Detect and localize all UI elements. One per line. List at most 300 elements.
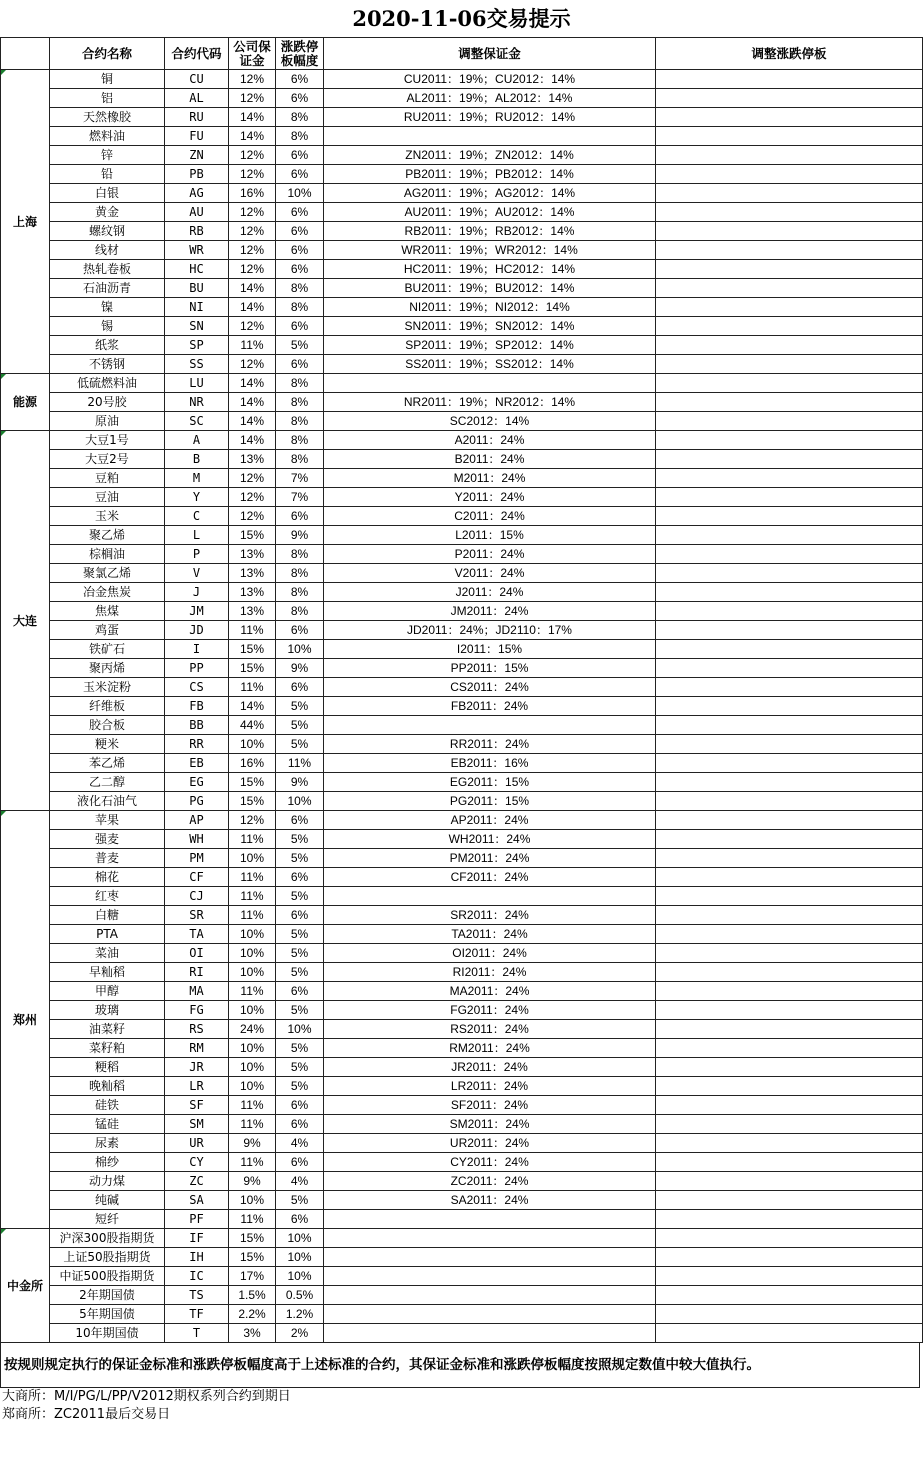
company-margin-cell: 10% bbox=[229, 849, 276, 868]
adjusted-margin-cell bbox=[324, 1267, 656, 1286]
adjusted-limit-cell bbox=[656, 716, 923, 735]
adjusted-limit-cell bbox=[656, 1305, 923, 1324]
contract-name-cell: 纯碱 bbox=[50, 1191, 165, 1210]
table-row bbox=[1, 868, 923, 887]
limit-range-cell: 10% bbox=[276, 1267, 324, 1286]
adjusted-margin-cell: SN2011：19%；SN2012：14% bbox=[324, 317, 656, 336]
adjusted-margin-cell bbox=[324, 1210, 656, 1229]
contract-name-cell: 白糖 bbox=[50, 906, 165, 925]
contract-name-cell: 早籼稻 bbox=[50, 963, 165, 982]
table-row bbox=[1, 1001, 923, 1020]
adjusted-margin-cell: RM2011：24% bbox=[324, 1039, 656, 1058]
adjusted-margin-cell: RB2011：19%；RB2012：14% bbox=[324, 222, 656, 241]
table-row bbox=[1, 1058, 923, 1077]
limit-range-cell: 10% bbox=[276, 184, 324, 203]
table-row bbox=[1, 1020, 923, 1039]
contract-name-cell: 乙二醇 bbox=[50, 773, 165, 792]
adjusted-margin-cell: PG2011：15% bbox=[324, 792, 656, 811]
adjusted-margin-cell: SM2011：24% bbox=[324, 1115, 656, 1134]
adjusted-limit-cell bbox=[656, 1077, 923, 1096]
table-row bbox=[1, 165, 923, 184]
contract-code-cell: SR bbox=[165, 906, 229, 925]
adjusted-limit-cell bbox=[656, 1172, 923, 1191]
limit-range-cell: 6% bbox=[276, 355, 324, 374]
company-margin-cell: 13% bbox=[229, 564, 276, 583]
contract-code-cell: CJ bbox=[165, 887, 229, 906]
table-row bbox=[1, 545, 923, 564]
table-row bbox=[1, 887, 923, 906]
limit-range-cell: 8% bbox=[276, 545, 324, 564]
table-row bbox=[1, 241, 923, 260]
contract-code-cell: FG bbox=[165, 1001, 229, 1020]
contract-name-cell: 冶金焦炭 bbox=[50, 583, 165, 602]
limit-range-cell: 5% bbox=[276, 716, 324, 735]
limit-range-cell: 6% bbox=[276, 621, 324, 640]
company-margin-cell: 13% bbox=[229, 450, 276, 469]
company-margin-cell: 10% bbox=[229, 735, 276, 754]
limit-range-cell: 5% bbox=[276, 925, 324, 944]
contract-name-cell: 燃料油 bbox=[50, 127, 165, 146]
contract-code-cell: P bbox=[165, 545, 229, 564]
table-row bbox=[1, 1039, 923, 1058]
contract-name-cell: 锌 bbox=[50, 146, 165, 165]
contract-code-cell: TF bbox=[165, 1305, 229, 1324]
contract-code-cell: RM bbox=[165, 1039, 229, 1058]
company-margin-cell: 12% bbox=[229, 507, 276, 526]
limit-range-cell: 10% bbox=[276, 1248, 324, 1267]
contract-name-cell: 中证500股指期货 bbox=[50, 1267, 165, 1286]
limit-range-cell: 11% bbox=[276, 754, 324, 773]
company-margin-cell: 16% bbox=[229, 754, 276, 773]
limit-range-cell: 6% bbox=[276, 678, 324, 697]
limit-range-cell: 8% bbox=[276, 108, 324, 127]
table-row bbox=[1, 108, 923, 127]
adjusted-limit-cell bbox=[656, 241, 923, 260]
adjusted-margin-cell: NI2011：19%；NI2012：14% bbox=[324, 298, 656, 317]
contract-name-cell: 纸浆 bbox=[50, 336, 165, 355]
table-row bbox=[1, 1172, 923, 1191]
table-row bbox=[1, 355, 923, 374]
company-margin-cell: 12% bbox=[229, 222, 276, 241]
contract-name-cell: 锰硅 bbox=[50, 1115, 165, 1134]
table-row bbox=[1, 222, 923, 241]
contract-name-cell: 甲醇 bbox=[50, 982, 165, 1001]
adjusted-margin-cell bbox=[324, 1248, 656, 1267]
table-row bbox=[1, 678, 923, 697]
limit-range-cell: 6% bbox=[276, 146, 324, 165]
contract-name-cell: PTA bbox=[50, 925, 165, 944]
adjusted-limit-cell bbox=[656, 431, 923, 450]
adjusted-margin-cell: PP2011：15% bbox=[324, 659, 656, 678]
limit-range-cell: 5% bbox=[276, 830, 324, 849]
company-margin-cell: 14% bbox=[229, 127, 276, 146]
limit-range-cell: 8% bbox=[276, 412, 324, 431]
limit-range-cell: 8% bbox=[276, 431, 324, 450]
company-margin-cell: 15% bbox=[229, 792, 276, 811]
company-margin-cell: 10% bbox=[229, 1039, 276, 1058]
table-row bbox=[1, 374, 923, 393]
adjusted-limit-cell bbox=[656, 583, 923, 602]
table-header-row bbox=[1, 38, 923, 70]
adjusted-margin-cell: AG2011：19%；AG2012：14% bbox=[324, 184, 656, 203]
contract-code-cell: PM bbox=[165, 849, 229, 868]
adjusted-limit-cell bbox=[656, 792, 923, 811]
limit-range-cell: 6% bbox=[276, 906, 324, 925]
adjusted-limit-cell bbox=[656, 393, 923, 412]
contract-code-cell: OI bbox=[165, 944, 229, 963]
company-margin-cell: 11% bbox=[229, 887, 276, 906]
table-row bbox=[1, 526, 923, 545]
company-margin-cell: 16% bbox=[229, 184, 276, 203]
adjusted-limit-cell bbox=[656, 640, 923, 659]
contract-name-cell: 棉纱 bbox=[50, 1153, 165, 1172]
limit-range-cell: 6% bbox=[276, 89, 324, 108]
table-row bbox=[1, 1210, 923, 1229]
company-margin-cell: 11% bbox=[229, 678, 276, 697]
contract-name-cell: 铁矿石 bbox=[50, 640, 165, 659]
limit-range-cell: 5% bbox=[276, 1191, 324, 1210]
company-margin-cell: 10% bbox=[229, 1058, 276, 1077]
limit-range-cell: 9% bbox=[276, 526, 324, 545]
limit-range-cell: 6% bbox=[276, 317, 324, 336]
contract-name-cell: 铝 bbox=[50, 89, 165, 108]
contract-code-cell: NR bbox=[165, 393, 229, 412]
table-row bbox=[1, 849, 923, 868]
contract-name-cell: 沪深300股指期货 bbox=[50, 1229, 165, 1248]
contract-code-cell: SC bbox=[165, 412, 229, 431]
adjusted-limit-cell bbox=[656, 906, 923, 925]
contract-name-cell: 2年期国债 bbox=[50, 1286, 165, 1305]
adjusted-limit-cell bbox=[656, 279, 923, 298]
contract-code-cell: AP bbox=[165, 811, 229, 830]
table-row bbox=[1, 963, 923, 982]
contract-code-cell: EG bbox=[165, 773, 229, 792]
adjusted-margin-cell bbox=[324, 374, 656, 393]
contract-name-cell: 聚乙烯 bbox=[50, 526, 165, 545]
limit-range-cell: 6% bbox=[276, 203, 324, 222]
limit-range-cell: 6% bbox=[276, 165, 324, 184]
contract-code-cell: CF bbox=[165, 868, 229, 887]
limit-range-cell: 6% bbox=[276, 507, 324, 526]
contract-name-cell: 棕榈油 bbox=[50, 545, 165, 564]
company-margin-cell: 11% bbox=[229, 621, 276, 640]
contract-code-cell: B bbox=[165, 450, 229, 469]
adjusted-limit-cell bbox=[656, 260, 923, 279]
adjusted-margin-cell: JM2011：24% bbox=[324, 602, 656, 621]
table-row bbox=[1, 184, 923, 203]
adjusted-limit-cell bbox=[656, 89, 923, 108]
adjusted-limit-cell bbox=[656, 545, 923, 564]
adjusted-limit-cell bbox=[656, 621, 923, 640]
adjusted-margin-cell: SA2011：24% bbox=[324, 1191, 656, 1210]
table-row bbox=[1, 431, 923, 450]
region-cell: 郑州 bbox=[1, 811, 50, 1229]
adjusted-limit-cell bbox=[656, 298, 923, 317]
table-row bbox=[1, 906, 923, 925]
company-margin-cell: 12% bbox=[229, 317, 276, 336]
limit-range-cell: 5% bbox=[276, 849, 324, 868]
contract-code-cell: RU bbox=[165, 108, 229, 127]
adjusted-limit-cell bbox=[656, 1115, 923, 1134]
adjusted-limit-cell bbox=[656, 830, 923, 849]
contract-code-cell: PB bbox=[165, 165, 229, 184]
adjusted-margin-cell bbox=[324, 1324, 656, 1343]
adjusted-limit-cell bbox=[656, 1058, 923, 1077]
adjusted-limit-cell bbox=[656, 336, 923, 355]
contract-name-cell: 低硫燃料油 bbox=[50, 374, 165, 393]
contract-code-cell: MA bbox=[165, 982, 229, 1001]
adjusted-margin-cell: EG2011：15% bbox=[324, 773, 656, 792]
region-cell: 大连 bbox=[1, 431, 50, 811]
company-margin-cell: 11% bbox=[229, 1115, 276, 1134]
adjusted-limit-cell bbox=[656, 355, 923, 374]
limit-range-cell: 4% bbox=[276, 1134, 324, 1153]
adjusted-margin-cell: AP2011：24% bbox=[324, 811, 656, 830]
company-margin-cell: 9% bbox=[229, 1134, 276, 1153]
page-title: 2020-11-06交易提示 bbox=[352, 6, 571, 31]
contract-name-cell: 20号胶 bbox=[50, 393, 165, 412]
contract-name-cell: 尿素 bbox=[50, 1134, 165, 1153]
adjusted-margin-cell: RI2011：24% bbox=[324, 963, 656, 982]
table-row bbox=[1, 944, 923, 963]
contract-code-cell: JM bbox=[165, 602, 229, 621]
contract-name-cell: 石油沥青 bbox=[50, 279, 165, 298]
adjusted-margin-cell: SS2011：19%；SS2012：14% bbox=[324, 355, 656, 374]
company-margin-cell: 10% bbox=[229, 944, 276, 963]
adjusted-limit-cell bbox=[656, 811, 923, 830]
contract-name-cell: 玉米 bbox=[50, 507, 165, 526]
trading-table bbox=[0, 37, 923, 1343]
adjusted-limit-cell bbox=[656, 317, 923, 336]
limit-range-cell: 5% bbox=[276, 1039, 324, 1058]
header-contract-code: 合约代码 bbox=[165, 38, 229, 70]
table-row bbox=[1, 735, 923, 754]
table-row bbox=[1, 925, 923, 944]
company-margin-cell: 14% bbox=[229, 374, 276, 393]
table-row bbox=[1, 564, 923, 583]
adjusted-margin-cell: JR2011：24% bbox=[324, 1058, 656, 1077]
table-row bbox=[1, 127, 923, 146]
contract-name-cell: 镍 bbox=[50, 298, 165, 317]
contract-name-cell: 豆油 bbox=[50, 488, 165, 507]
adjusted-margin-cell: EB2011：16% bbox=[324, 754, 656, 773]
contract-name-cell: 上证50股指期货 bbox=[50, 1248, 165, 1267]
limit-range-cell: 8% bbox=[276, 279, 324, 298]
contract-code-cell: JR bbox=[165, 1058, 229, 1077]
limit-range-cell: 5% bbox=[276, 944, 324, 963]
table-row bbox=[1, 450, 923, 469]
adjusted-margin-cell bbox=[324, 1229, 656, 1248]
limit-range-cell: 6% bbox=[276, 1115, 324, 1134]
contract-code-cell: ZN bbox=[165, 146, 229, 165]
company-margin-cell: 3% bbox=[229, 1324, 276, 1343]
contract-name-cell: 棉花 bbox=[50, 868, 165, 887]
company-margin-cell: 12% bbox=[229, 811, 276, 830]
adjusted-limit-cell bbox=[656, 754, 923, 773]
company-margin-cell: 14% bbox=[229, 298, 276, 317]
contract-code-cell: RB bbox=[165, 222, 229, 241]
table-row bbox=[1, 89, 923, 108]
limit-range-cell: 8% bbox=[276, 602, 324, 621]
adjusted-limit-cell bbox=[656, 450, 923, 469]
adjusted-limit-cell bbox=[656, 602, 923, 621]
limit-range-cell: 2% bbox=[276, 1324, 324, 1343]
contract-code-cell: J bbox=[165, 583, 229, 602]
adjusted-margin-cell: ZN2011：19%；ZN2012：14% bbox=[324, 146, 656, 165]
limit-range-cell: 7% bbox=[276, 488, 324, 507]
header-adjusted-margin: 调整保证金 bbox=[324, 38, 656, 70]
limit-range-cell: 8% bbox=[276, 583, 324, 602]
table-row bbox=[1, 1077, 923, 1096]
adjusted-limit-cell bbox=[656, 488, 923, 507]
adjusted-limit-cell bbox=[656, 70, 923, 89]
contract-name-cell: 天然橡胶 bbox=[50, 108, 165, 127]
adjusted-limit-cell bbox=[656, 735, 923, 754]
table-row bbox=[1, 260, 923, 279]
adjusted-margin-cell: M2011：24% bbox=[324, 469, 656, 488]
adjusted-margin-cell: SC2012：14% bbox=[324, 412, 656, 431]
table-row bbox=[1, 203, 923, 222]
contract-code-cell: FU bbox=[165, 127, 229, 146]
contract-name-cell: 原油 bbox=[50, 412, 165, 431]
company-margin-cell: 11% bbox=[229, 1096, 276, 1115]
contract-code-cell: SS bbox=[165, 355, 229, 374]
adjusted-limit-cell bbox=[656, 146, 923, 165]
contract-code-cell: PP bbox=[165, 659, 229, 678]
contract-name-cell: 大豆1号 bbox=[50, 431, 165, 450]
adjusted-margin-cell: PM2011：24% bbox=[324, 849, 656, 868]
table-row bbox=[1, 1305, 923, 1324]
company-margin-cell: 15% bbox=[229, 1229, 276, 1248]
contract-code-cell: ZC bbox=[165, 1172, 229, 1191]
limit-range-cell: 5% bbox=[276, 887, 324, 906]
adjusted-limit-cell bbox=[656, 469, 923, 488]
company-margin-cell: 11% bbox=[229, 830, 276, 849]
header-limit-range: 涨跌停板幅度 bbox=[276, 38, 324, 70]
adjusted-limit-cell bbox=[656, 1229, 923, 1248]
adjusted-margin-cell bbox=[324, 1286, 656, 1305]
adjusted-margin-cell: J2011：24% bbox=[324, 583, 656, 602]
table-row bbox=[1, 279, 923, 298]
contract-code-cell: FB bbox=[165, 697, 229, 716]
table-row bbox=[1, 469, 923, 488]
company-margin-cell: 11% bbox=[229, 868, 276, 887]
table-row bbox=[1, 412, 923, 431]
adjusted-limit-cell bbox=[656, 849, 923, 868]
limit-range-cell: 9% bbox=[276, 659, 324, 678]
limit-range-cell: 8% bbox=[276, 450, 324, 469]
company-margin-cell: 14% bbox=[229, 431, 276, 450]
table-row bbox=[1, 317, 923, 336]
contract-code-cell: SF bbox=[165, 1096, 229, 1115]
company-margin-cell: 10% bbox=[229, 1077, 276, 1096]
adjusted-limit-cell bbox=[656, 184, 923, 203]
contract-code-cell: CS bbox=[165, 678, 229, 697]
company-margin-cell: 15% bbox=[229, 1248, 276, 1267]
table-row bbox=[1, 488, 923, 507]
company-margin-cell: 10% bbox=[229, 1191, 276, 1210]
table-row bbox=[1, 507, 923, 526]
adjusted-margin-cell: SF2011：24% bbox=[324, 1096, 656, 1115]
limit-range-cell: 6% bbox=[276, 1153, 324, 1172]
contract-code-cell: A bbox=[165, 431, 229, 450]
contract-code-cell: IH bbox=[165, 1248, 229, 1267]
company-margin-cell: 12% bbox=[229, 146, 276, 165]
contract-name-cell: 胶合板 bbox=[50, 716, 165, 735]
adjusted-margin-cell: A2011：24% bbox=[324, 431, 656, 450]
company-margin-cell: 1.5% bbox=[229, 1286, 276, 1305]
header-contract-name: 合约名称 bbox=[50, 38, 165, 70]
adjusted-margin-cell: NR2011：19%；NR2012：14% bbox=[324, 393, 656, 412]
company-margin-cell: 11% bbox=[229, 336, 276, 355]
company-margin-cell: 15% bbox=[229, 773, 276, 792]
contract-code-cell: WH bbox=[165, 830, 229, 849]
adjusted-margin-cell: SP2011：19%；SP2012：14% bbox=[324, 336, 656, 355]
adjusted-margin-cell bbox=[324, 716, 656, 735]
region-cell: 能源 bbox=[1, 374, 50, 431]
contract-name-cell: 动力煤 bbox=[50, 1172, 165, 1191]
footer-line-czce: 郑商所：ZC2011最后交易日 bbox=[2, 1407, 171, 1422]
contract-name-cell: 粳米 bbox=[50, 735, 165, 754]
company-margin-cell: 11% bbox=[229, 982, 276, 1001]
company-margin-cell: 14% bbox=[229, 279, 276, 298]
adjusted-margin-cell: WR2011：19%；WR2012：14% bbox=[324, 241, 656, 260]
company-margin-cell: 11% bbox=[229, 906, 276, 925]
contract-code-cell: C bbox=[165, 507, 229, 526]
contract-code-cell: PF bbox=[165, 1210, 229, 1229]
limit-range-cell: 6% bbox=[276, 1096, 324, 1115]
company-margin-cell: 13% bbox=[229, 583, 276, 602]
adjusted-limit-cell bbox=[656, 868, 923, 887]
adjusted-margin-cell: FG2011：24% bbox=[324, 1001, 656, 1020]
contract-code-cell: SN bbox=[165, 317, 229, 336]
limit-range-cell: 7% bbox=[276, 469, 324, 488]
adjusted-margin-cell: RR2011：24% bbox=[324, 735, 656, 754]
table-row bbox=[1, 298, 923, 317]
adjusted-margin-cell: RU2011：19%；RU2012：14% bbox=[324, 108, 656, 127]
adjusted-margin-cell: L2011：15% bbox=[324, 526, 656, 545]
limit-range-cell: 5% bbox=[276, 1001, 324, 1020]
company-margin-cell: 17% bbox=[229, 1267, 276, 1286]
company-margin-cell: 14% bbox=[229, 697, 276, 716]
contract-name-cell: 强麦 bbox=[50, 830, 165, 849]
limit-range-cell: 5% bbox=[276, 1077, 324, 1096]
contract-name-cell: 锡 bbox=[50, 317, 165, 336]
contract-code-cell: LU bbox=[165, 374, 229, 393]
table-row bbox=[1, 1324, 923, 1343]
adjusted-margin-cell: WH2011：24% bbox=[324, 830, 656, 849]
region-cell: 中金所 bbox=[1, 1229, 50, 1343]
limit-range-cell: 1.2% bbox=[276, 1305, 324, 1324]
adjusted-limit-cell bbox=[656, 887, 923, 906]
contract-code-cell: RS bbox=[165, 1020, 229, 1039]
limit-range-cell: 10% bbox=[276, 1020, 324, 1039]
company-margin-cell: 12% bbox=[229, 70, 276, 89]
table-row bbox=[1, 1248, 923, 1267]
adjusted-limit-cell bbox=[656, 108, 923, 127]
company-margin-cell: 12% bbox=[229, 488, 276, 507]
adjusted-margin-cell: TA2011：24% bbox=[324, 925, 656, 944]
table-row bbox=[1, 583, 923, 602]
limit-range-cell: 8% bbox=[276, 393, 324, 412]
table-row bbox=[1, 146, 923, 165]
contract-code-cell: BU bbox=[165, 279, 229, 298]
company-margin-cell: 11% bbox=[229, 1210, 276, 1229]
adjusted-margin-cell: PB2011：19%；PB2012：14% bbox=[324, 165, 656, 184]
contract-name-cell: 硅铁 bbox=[50, 1096, 165, 1115]
table-row bbox=[1, 640, 923, 659]
contract-name-cell: 聚氯乙烯 bbox=[50, 564, 165, 583]
